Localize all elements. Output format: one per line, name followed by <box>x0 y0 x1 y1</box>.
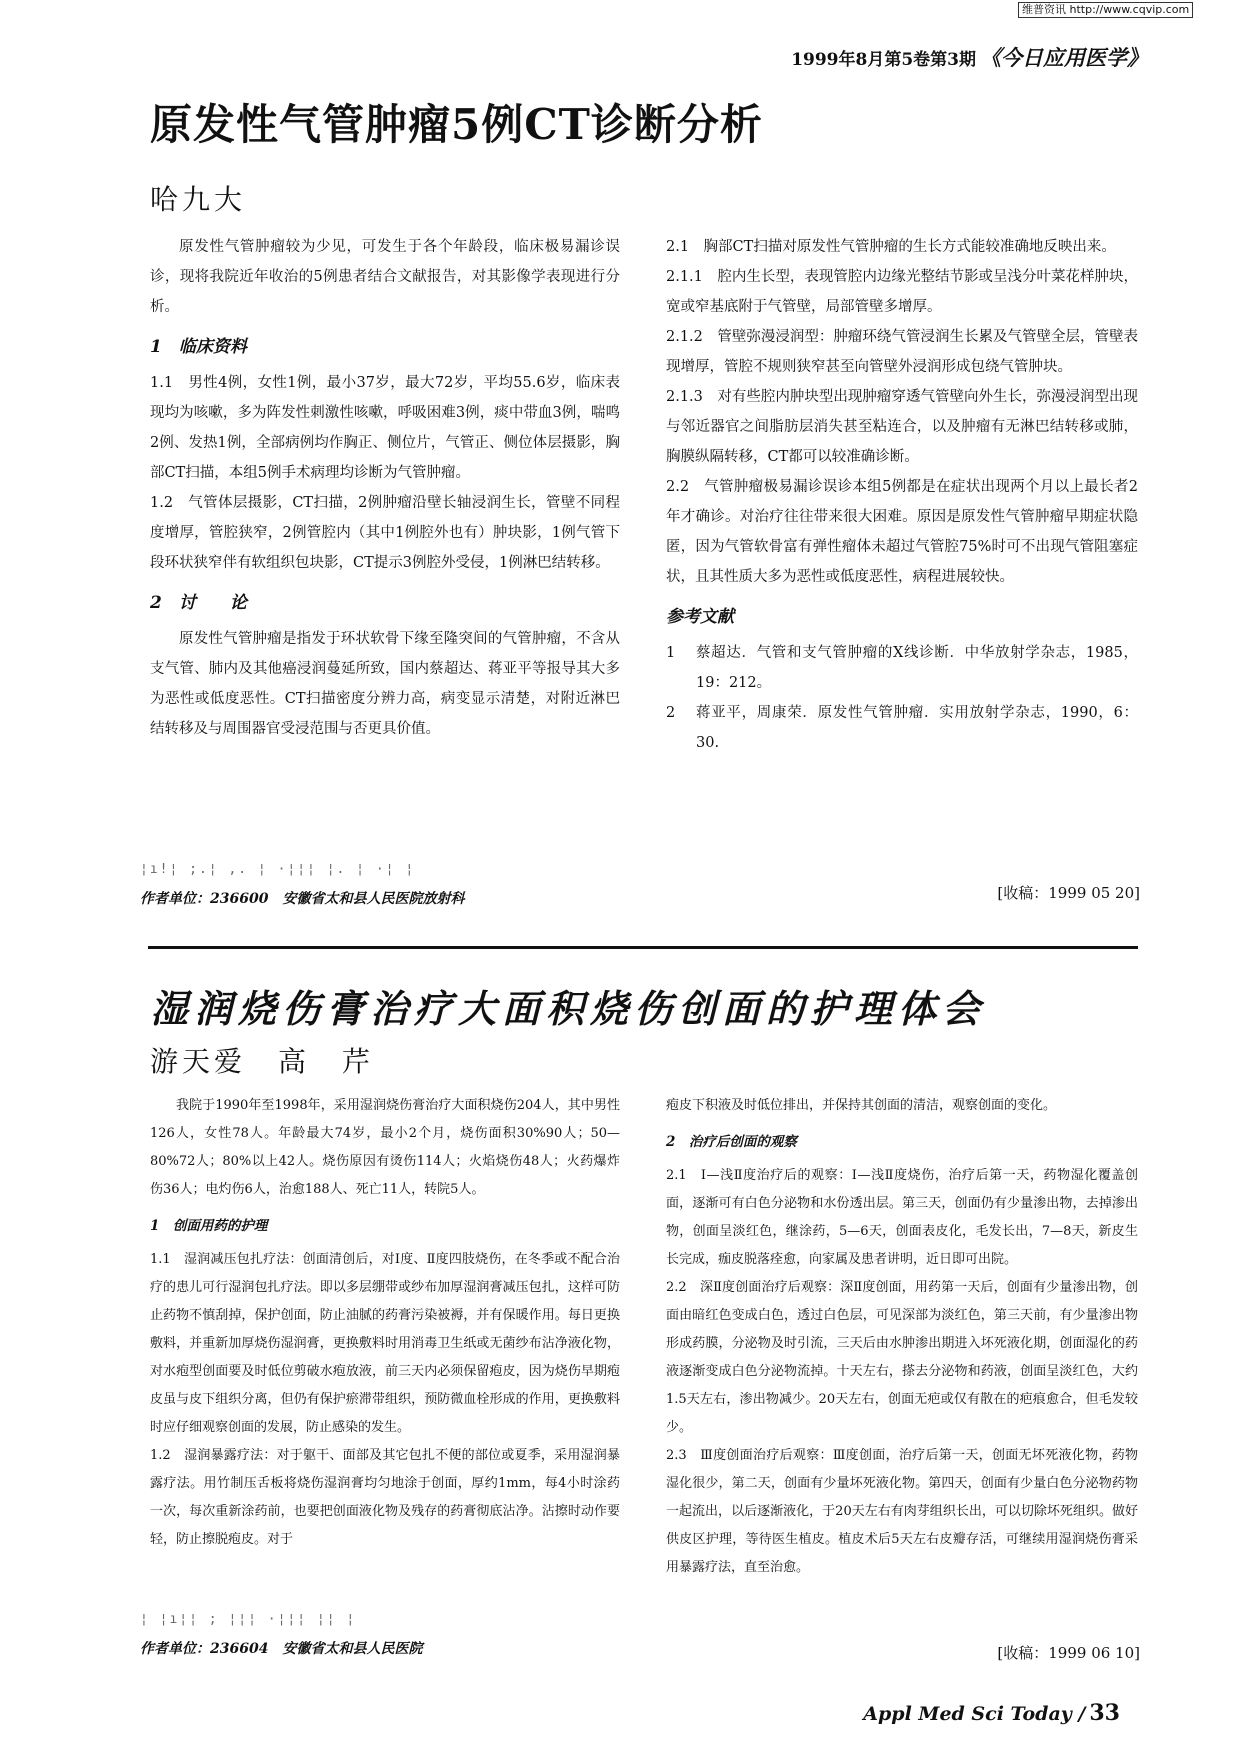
article1-para-2-2: 2.2 气管肿瘤极易漏诊误诊本组5例都是在症状出现两个月以上最长者2年才确诊。对治疗往往带来很大困难。原因是原发性气管肿瘤早期症状隐匿，因为气管软骨富有弹性瘤体未超过气管腔75%时可不出现气管阻塞症状，且其性质大多为恶性或低度恶性，病程进展较快。 <box>666 479 1138 585</box>
article2-left-column <box>150 1092 620 1554</box>
article1-para-1-2: 1.2 气管体层摄影，CT扫描，2例肿瘤沿壁长轴浸润生长，管壁不同程度增厚，管腔狭窄，2例管腔内（其中1例腔外也有）肿块影，1例气管下段环状狭窄伴有软组织包块影，CT提示3例腔外受侵，1例淋巴结转移。 <box>150 495 620 571</box>
journal-issue-header <box>791 42 1148 72</box>
reference-item <box>666 698 1138 758</box>
article2-para-2-1: 2.1 Ⅰ—浅Ⅱ度治疗后的观察：Ⅰ—浅Ⅱ度烧伤，治疗后第一天，药物湿化覆盖创面，逐渐可有白色分泌物和水份透出层。第三天，创面仍有少量渗出物，去掉渗出物，创面呈淡红色，继涂药，5—6天，创面表皮化，毛发长出，7—8天，新皮生长完成，痂皮脱落痊愈，向家属及患者讲明，近日即可出院。 <box>666 1168 1138 1267</box>
article1-para-2-1: 2.1 胸部CT扫描对原发性气管肿瘤的生长方式能较准确地反映出来。 <box>666 239 1116 255</box>
article2-title: 湿润烧伤膏治疗大面积烧伤创面的护理体会 <box>150 986 987 1031</box>
article2-continued-text: 疱皮下积液及时低位排出，并保持其创面的清洁，观察创面的变化。 <box>666 1098 1057 1113</box>
article2-para-2-2: 2.2 深Ⅱ度创面治疗后观察：深Ⅱ度创面，用药第一天后，创面有少量渗出物，创面由暗红色变成白色，透过白色层，可见深部为淡红色，第三天前，有少量渗出物形成药膜，分泌物及时引流，三天后由水肿渗出期进入坏死液化期，创面湿化的药液逐渐变成白色分泌物流掉。十天左右，搽去分泌物和药液，创面呈淡红色，大约1.5天左右，渗出物减少。20天左右，创面无疤或仅有散在的疤痕愈合，但毛发较少。 <box>666 1280 1138 1435</box>
page-footer <box>863 1700 1120 1726</box>
journal-name: 《今日应用医学》 <box>980 45 1148 70</box>
article1-references-heading: 参考文献 <box>666 607 734 627</box>
reference-number: 1 <box>666 645 676 661</box>
reference-number: 2 <box>666 705 676 721</box>
article1-title: 原发性气管肿瘤5例CT诊断分析 <box>150 100 763 149</box>
article1-received-date: [收稿：1999 05 20] <box>997 884 1140 902</box>
article1-para-2-1-2: 2.1.2 管壁弥漫浸润型：肿瘤环绕气管浸润生长累及气管壁全层，管壁表现增厚，管腔不规则狭窄甚至向管壁外浸润形成包绕气管肿块。 <box>666 329 1138 375</box>
reference-text: 蔡超达．气管和支气管肿瘤的X线诊断．中华放射学杂志，1985，19：212。 <box>696 645 1138 691</box>
article1-intro: 原发性气管肿瘤较为少见，可发生于各个年龄段，临床极易漏诊误诊，现将我院近年收治的5例患者结合文献报告，对其影像学表现进行分析。 <box>150 239 620 315</box>
journal-abbreviation: Appl Med Sci Today / <box>863 1703 1086 1725</box>
article1-para-1-1: 1.1 男性4例，女性1例，最小37岁，最大72岁，平均55.6岁，临床表现均为咳嗽，多为阵发性刺激性咳嗽，呼吸困难3例，痰中带血3例，喘鸣2例、发热1例，全部病例均作胸正、侧位片，气管正、侧位体层摄影，胸部CT扫描，本组5例手术病理均诊断为气管肿瘤。 <box>150 375 620 481</box>
issue-info: 1999年8月第5卷第3期 <box>791 50 976 70</box>
article2-section2-heading: 2 治疗后创面的观察 <box>666 1134 797 1150</box>
article2-para-1-1: 1.1 湿润减压包扎疗法：创面清创后，对Ⅰ度、Ⅱ度四肢烧伤，在冬季或不配合治疗的患儿可行湿润包扎疗法。即以多层绷带或纱布加厚湿润膏减压包扎，这样可防止药物不慎刮掉，保护创面，防止油腻的药膏污染被褥，并有保暖作用。每日更换敷料，并重新加厚烧伤湿润膏，更换敷料时用消毒卫生纸或无菌纱布沾净液化物，对水疱型创面要及时低位剪破水疱放液，前三天内必须保留疱皮，因为烧伤早期疱皮虽与皮下组织分离，但仍有保护瘀滞带组织，预防微血栓形成的作用，更换敷料时应仔细观察创面的发展，防止感染的发生。 <box>150 1252 620 1435</box>
reference-text: 蒋亚平，周康荣．原发性气管肿瘤．实用放射学杂志，1990，6：30. <box>696 705 1138 751</box>
article1-section1-heading: 1 临床资料 <box>150 337 247 357</box>
scan-noise: ¦ ¦ı¦¦ ; ¦¦¦ ·¦¦¦ ¦¦ ¦ <box>140 1612 357 1627</box>
article1-para-2-1-1: 2.1.1 腔内生长型，表现管腔内边缘光整结节影或呈浅分叶菜花样肿块，宽或窄基底附于气管壁，局部管壁多增厚。 <box>666 269 1138 315</box>
article2-intro: 我院于1990年至1998年，采用湿润烧伤膏治疗大面积烧伤204人，其中男性126人，女性78人。年龄最大74岁，最小2个月，烧伤面积30%90人；50—80%72人；80%以上42人。烧伤原因有烫伤114人；火焰烧伤48人；火药爆炸伤36人；电灼伤6人，治愈188人、死亡11人，转院5人。 <box>150 1098 620 1197</box>
article2-right-column <box>666 1092 1138 1582</box>
article-divider <box>148 946 1138 949</box>
article1-right-column <box>666 232 1138 758</box>
article1-section2-heading: 2 讨 论 <box>150 593 247 613</box>
article1-para-2-1-3: 2.1.3 对有些腔内肿块型出现肿瘤穿透气管壁向外生长，弥漫浸润型出现与邻近器官之间脂肪层消失甚至粘连合，以及肿瘤有无淋巴结转移或肺，胸膜纵隔转移，CT都可以较准确诊断。 <box>666 389 1138 465</box>
page-number: 33 <box>1089 1700 1120 1726</box>
article2-para-2-3: 2.3 Ⅲ度创面治疗后观察：Ⅲ度创面，治疗后第一天，创面无坏死液化物，药物湿化很少，第二天，创面有少量坏死液化物。第四天，创面有少量白色分泌物药物一起流出，以后逐渐液化，于20天左右有肉芽组织长出，可以切除坏死组织。做好供皮区护理，等待医生植皮。植皮术后5天左右皮瓣存活，可继续用湿润烧伤膏采用暴露疗法，直至治愈。 <box>666 1448 1138 1575</box>
scan-noise: ¦ı!¦ ;.¦ ,. ¦ ·¦¦¦ ¦. ¦ ·¦ ¦ <box>140 862 416 877</box>
site-watermark-tag: 维普资讯 http://www.cqvip.com <box>1018 2 1193 18</box>
article1-affiliation: 作者单位：236600 安徽省太和县人民医院放射科 <box>140 891 465 907</box>
article2-received-date: [收稿：1999 06 10] <box>997 1644 1140 1662</box>
article2-authors: 游天爱 高 芹 <box>150 1045 375 1078</box>
article2-affiliation: 作者单位：236604 安徽省太和县人民医院 <box>140 1641 423 1657</box>
article1-left-column <box>150 232 620 744</box>
article1-discussion: 原发性气管肿瘤是指发于环状软骨下缘至隆突间的气管肿瘤，不含从支气管、肺内及其他癌浸润蔓延所致，国内蔡超达、蒋亚平等报导其大多为恶性或低度恶性。CT扫描密度分辨力高，病变显示清楚，对附近淋巴结转移及与周围器官受浸范围与否更具价值。 <box>150 631 620 737</box>
article2-para-1-2: 1.2 湿润暴露疗法：对于躯干、面部及其它包扎不便的部位或夏季，采用湿润暴露疗法。用竹制压舌板将烧伤湿润膏均匀地涂于创面，厚约1mm，每4小时涂药一次，每次重新涂药前，也要把创面液化物及残存的药膏彻底沾净。沾擦时动作要轻，防止擦脱疱皮。对于 <box>150 1448 620 1547</box>
article1-author: 哈九大 <box>150 183 247 216</box>
reference-item <box>666 638 1138 698</box>
article2-section1-heading: 1 创面用药的护理 <box>150 1218 268 1234</box>
